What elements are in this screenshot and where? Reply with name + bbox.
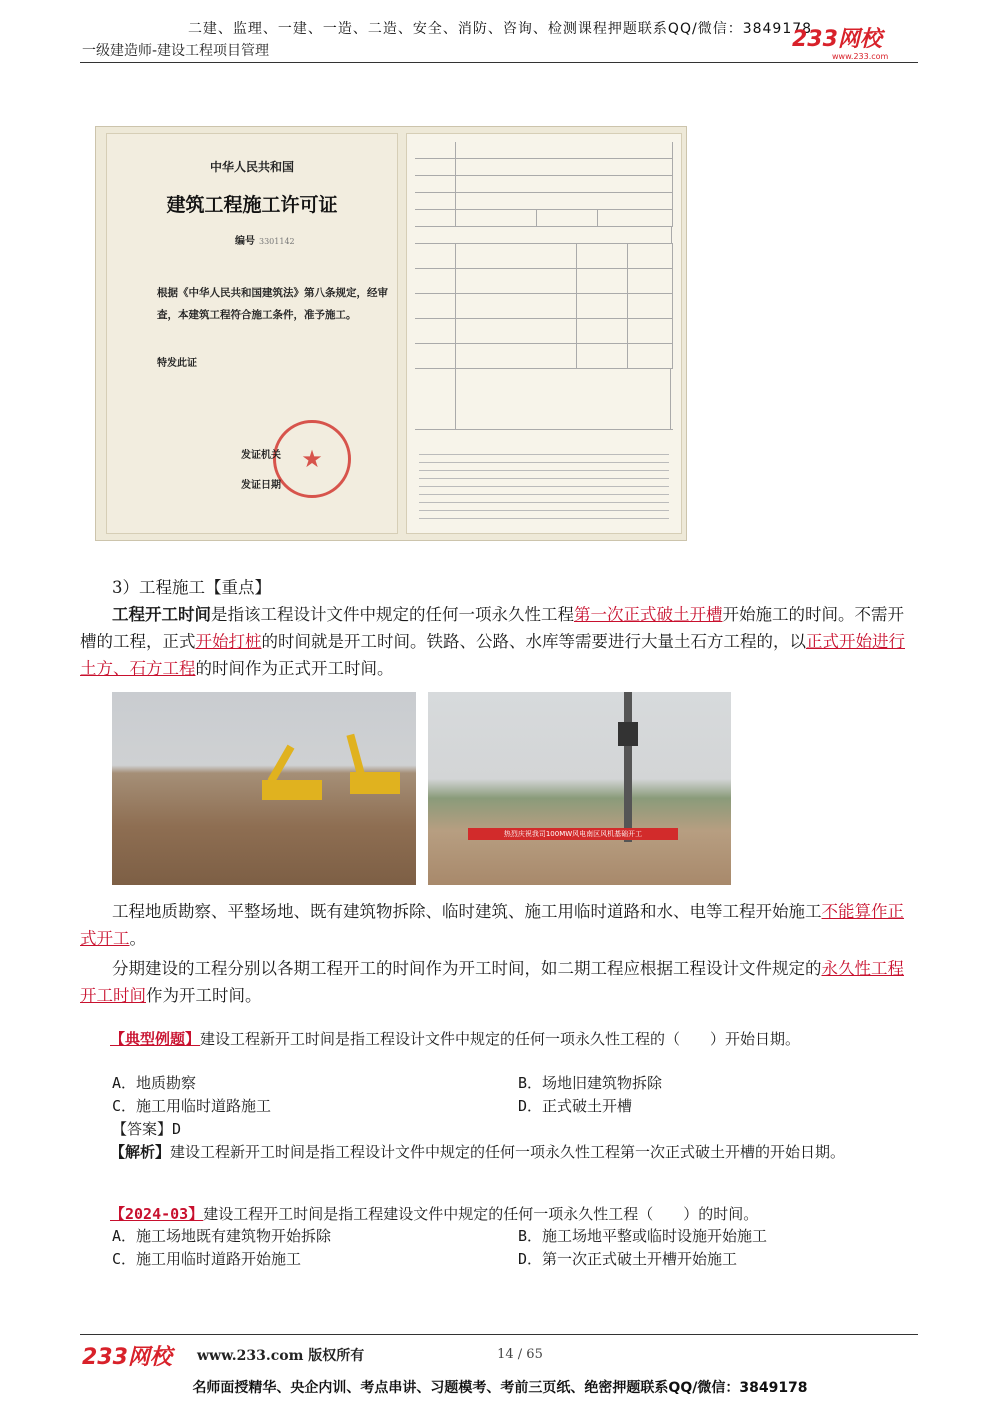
piling-rig-hammer bbox=[618, 722, 638, 746]
section-heading: 3）工程施工【重点】 bbox=[112, 578, 271, 597]
ceremony-banner bbox=[468, 828, 678, 840]
example-option-b: B．场地旧建筑物拆除 bbox=[518, 1074, 663, 1092]
footer-logo: 233网校 bbox=[82, 1345, 172, 1370]
permit-number-value: 3301142 bbox=[259, 237, 295, 246]
red-seal-stamp: ★ bbox=[273, 420, 351, 498]
p1-text-a: 是指该工程设计文件中规定的任何一项永久性工程 bbox=[211, 605, 574, 624]
footer-divider bbox=[80, 1334, 918, 1335]
p2-text-b: 。 bbox=[129, 929, 146, 948]
permit-country: 中华人民共和国 bbox=[209, 160, 294, 174]
p3-text-b: 作为开工时间。 bbox=[146, 986, 262, 1005]
header-contact-line: 二建、监理、一建、一造、二造、安全、消防、咨询、检测课程押题联系QQ/微信：3849178 bbox=[187, 21, 813, 37]
piling-rig-mast bbox=[624, 692, 632, 842]
exam-stem-text: 建设工程开工时间是指工程建设文件中规定的任何一项永久性工程（ ）的时间。 bbox=[203, 1205, 759, 1223]
excavator-site-photo bbox=[112, 692, 416, 885]
highlight-earthwork: 正式开始进行土方、石方工程 bbox=[80, 632, 905, 678]
permit-title: 建筑工程施工许可证 bbox=[166, 194, 338, 216]
example-stem-text: 建设工程新开工时间是指工程设计文件中规定的任何一项永久性工程的（ ）开始日期。 bbox=[200, 1030, 801, 1048]
highlight-first-groundbreaking: 第一次正式破土开槽 bbox=[574, 605, 723, 624]
permit-notes-lines bbox=[419, 454, 669, 526]
highlight-start-piling: 开始打桩 bbox=[195, 632, 262, 651]
exam-option-c: C．施工用临时道路开始施工 bbox=[112, 1250, 302, 1268]
permit-date-label: 发证日期 bbox=[241, 480, 281, 491]
example-question-stem bbox=[80, 1028, 920, 1051]
highlight-permanent-start-time: 永久性工程开工时间 bbox=[80, 959, 904, 1005]
p1-text-c: 的时间就是开工时间。铁路、公路、水库等需要进行大量土石方工程的，以 bbox=[261, 632, 806, 651]
permit-number bbox=[235, 232, 295, 247]
p1-text-d: 的时间作为正式开工时间。 bbox=[195, 659, 394, 678]
example-analysis-tag: 【解析】 bbox=[110, 1143, 171, 1161]
exam-option-d: D．第一次正式破土开槽开始施工 bbox=[518, 1250, 738, 1268]
permit-statement: 根据《中华人民共和国建筑法》第八条规定，经审查，本建筑工程符合施工条件，准予施工。 bbox=[157, 287, 388, 321]
header-subtitle: 一级建造师-建设工程项目管理 bbox=[82, 43, 270, 59]
construction-permit-image bbox=[95, 126, 687, 541]
exam-question-stem bbox=[80, 1203, 920, 1226]
example-option-a: A．地质勘察 bbox=[112, 1074, 197, 1092]
footer-copyright: www.233.com 版权所有 bbox=[197, 1348, 365, 1364]
example-analysis bbox=[80, 1141, 920, 1164]
permit-front-page bbox=[106, 133, 398, 534]
permit-grid bbox=[415, 142, 673, 430]
exam-tag: 【2024-03】 bbox=[110, 1205, 204, 1223]
p3-text-a: 分期建设的工程分别以各期工程开工的时间作为开工时间，如二期工程应根据工程设计文件规定的 bbox=[112, 959, 822, 978]
permit-info-table bbox=[406, 133, 682, 534]
header-logo-url: www.233.com bbox=[832, 52, 889, 61]
example-option-d: D．正式破土开槽 bbox=[518, 1097, 633, 1115]
paragraph-start-time bbox=[80, 601, 920, 682]
highlight-not-formal-start: 不能算作正式开工 bbox=[80, 902, 904, 948]
header-logo-text: 233网校 bbox=[792, 27, 882, 52]
paragraph-not-formal-start bbox=[80, 898, 920, 952]
p1-text-b: 开始施工的时间。不需开槽的工程，正式 bbox=[80, 605, 904, 651]
permit-special: 特发此证 bbox=[157, 358, 197, 369]
permit-issuer-label: 发证机关 bbox=[241, 450, 281, 461]
piling-rig-site-photo bbox=[428, 692, 731, 885]
exam-option-b: B．施工场地平整或临时设施开始施工 bbox=[518, 1227, 768, 1245]
example-option-c: C．施工用临时道路施工 bbox=[112, 1097, 272, 1115]
example-analysis-text: 建设工程新开工时间是指工程设计文件中规定的任何一项永久性工程第一次正式破土开槽的开始日期。 bbox=[170, 1143, 846, 1161]
excavator-arm-1 bbox=[268, 745, 295, 784]
example-answer: 【答案】D bbox=[112, 1120, 182, 1138]
page-number: 14 / 65 bbox=[497, 1347, 543, 1362]
ceremony-banner-text: 热烈庆祝我司100MW风电南区风机基础开工 bbox=[503, 830, 643, 838]
excavator-body-1 bbox=[262, 780, 322, 800]
term-start-time: 工程开工时间 bbox=[112, 605, 211, 624]
example-tag: 【典型例题】 bbox=[110, 1030, 201, 1048]
footer-contact-line: 名师面授精华、央企内训、考点串讲、习题模考、考前三页纸、绝密押题联系QQ/微信：3849178 bbox=[192, 1380, 808, 1396]
header-logo bbox=[792, 28, 922, 64]
p2-text-a: 工程地质勘察、平整场地、既有建筑物拆除、临时建筑、施工用临时道路和水、电等工程开始施工 bbox=[112, 902, 822, 921]
paragraph-phased-construction bbox=[80, 955, 920, 1009]
exam-option-a: A．施工场地既有建筑物开始拆除 bbox=[112, 1227, 332, 1245]
header-divider bbox=[80, 62, 918, 63]
permit-number-label: 编号 bbox=[235, 236, 255, 247]
